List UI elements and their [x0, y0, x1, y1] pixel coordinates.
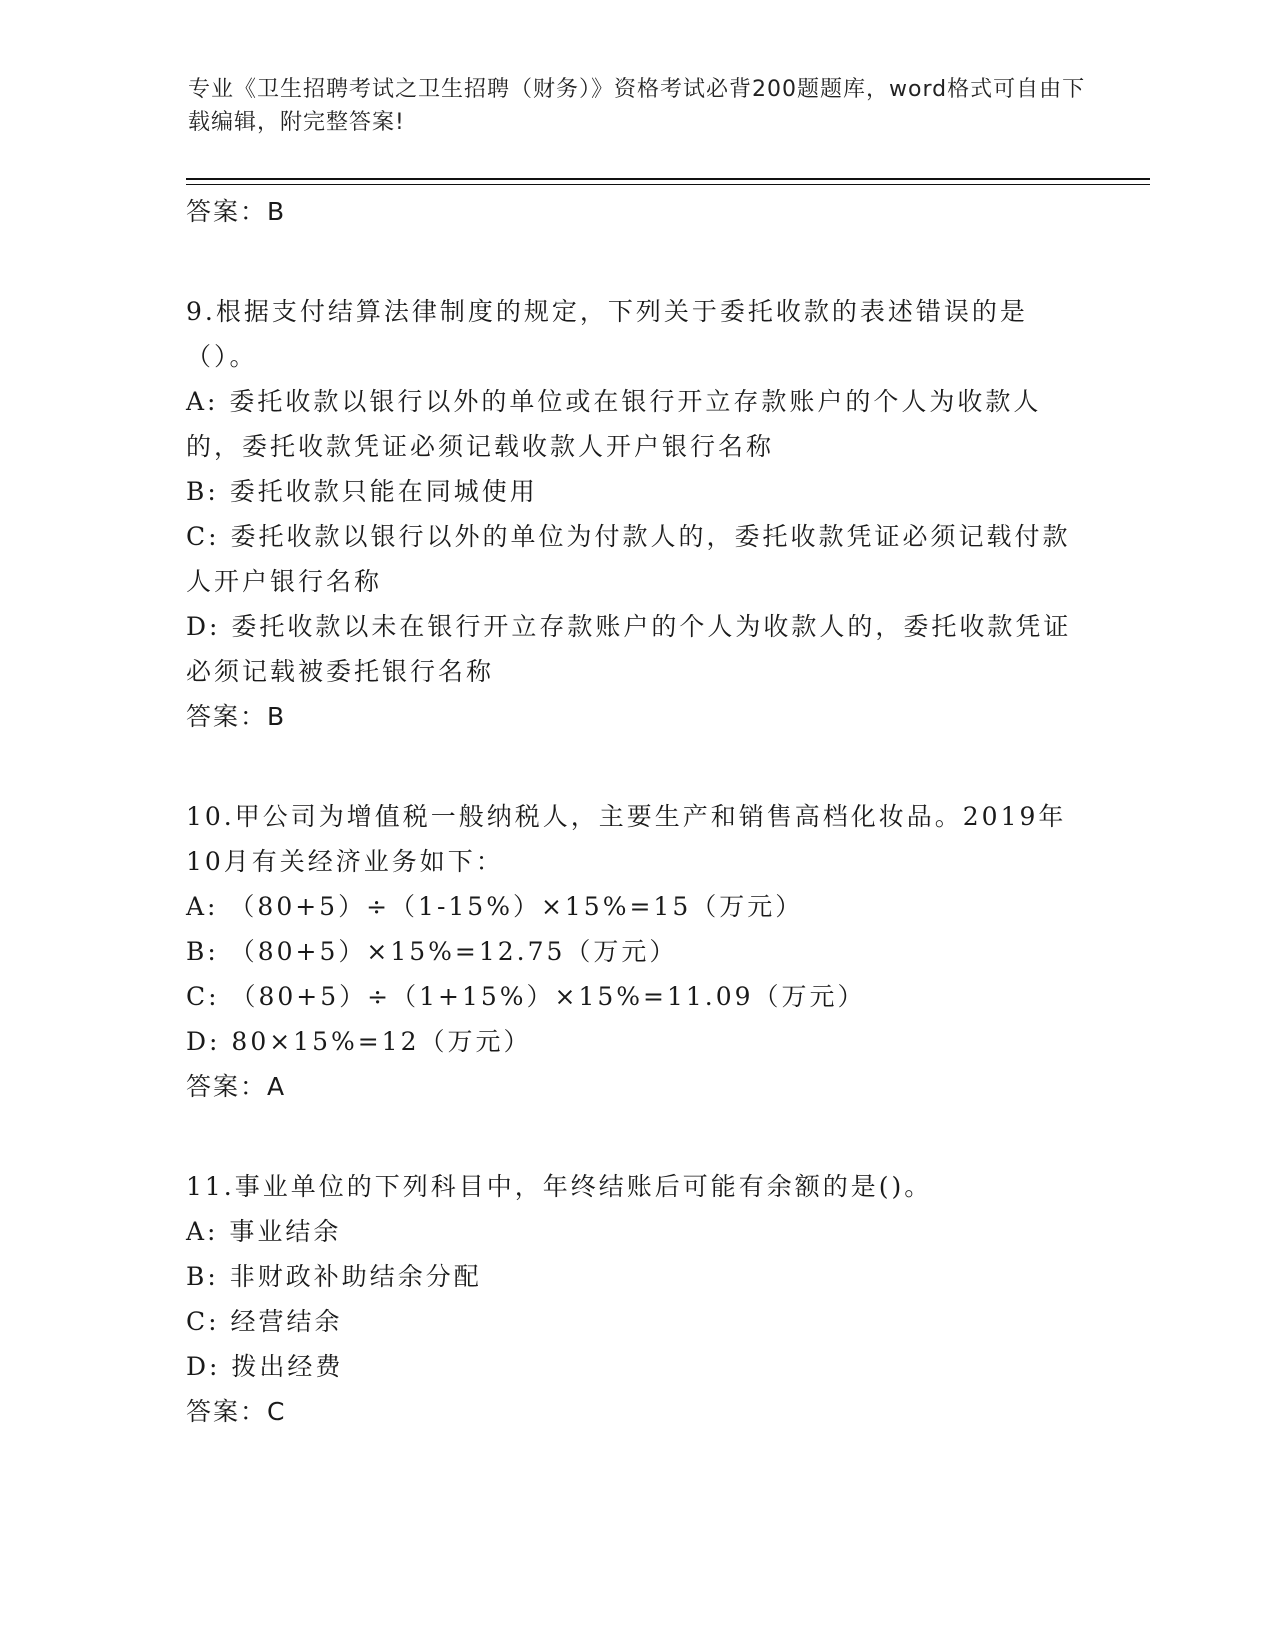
option-a: A: 委托收款以银行以外的单位或在银行开立存款账户的个人为收款人的，委托收款凭证必须记载收款人开户银行名称	[186, 387, 1042, 461]
option-b: B: （80+5）×15%=12.75（万元）	[186, 937, 678, 966]
option-b: B: 委托收款只能在同城使用	[186, 477, 538, 506]
question-block	[186, 794, 1086, 1109]
option-c: C: 经营结余	[186, 1307, 343, 1336]
answer-line: 答案：B	[186, 197, 287, 226]
option-a: A: 事业结余	[186, 1217, 342, 1246]
answer-line: 答案：B	[186, 702, 287, 731]
question-text: 9.根据支付结算法律制度的规定，下列关于委托收款的表述错误的是（）。	[186, 297, 1028, 371]
answer-line: 答案：C	[186, 1397, 287, 1426]
question-block	[186, 289, 1086, 739]
header-divider	[186, 178, 1150, 180]
option-a: A: （80+5）÷（1-15%）×15%=15（万元）	[186, 892, 804, 921]
option-d: D: 委托收款以未在银行开立存款账户的个人为收款人的，委托收款凭证必须记载被委托银行名称	[186, 612, 1072, 686]
option-b: B: 非财政补助结余分配	[186, 1262, 482, 1291]
header-divider-thin	[186, 184, 1150, 185]
option-d: D: 拨出经费	[186, 1352, 344, 1381]
option-c: C: （80+5）÷（1+15%）×15%=11.09（万元）	[186, 982, 866, 1011]
option-c: C: 委托收款以银行以外的单位为付款人的，委托收款凭证必须记载付款人开户银行名称	[186, 522, 1071, 596]
question-list	[186, 189, 1086, 1434]
answer-line: 答案：A	[186, 1072, 287, 1101]
document-header: 专业《卫生招聘考试之卫生招聘（财务）》资格考试必背200题题库，word格式可自由下载编辑，附完整答案!	[188, 77, 1086, 135]
option-d: D: 80×15%=12（万元）	[186, 1027, 532, 1056]
question-block	[186, 1164, 1086, 1434]
question-text: 11.事业单位的下列科目中，年终结账后可能有余额的是()。	[186, 1172, 933, 1201]
question-text: 10.甲公司为增值税一般纳税人，主要生产和销售高档化妆品。2019年10月有关经济业务如下：	[186, 802, 1067, 876]
